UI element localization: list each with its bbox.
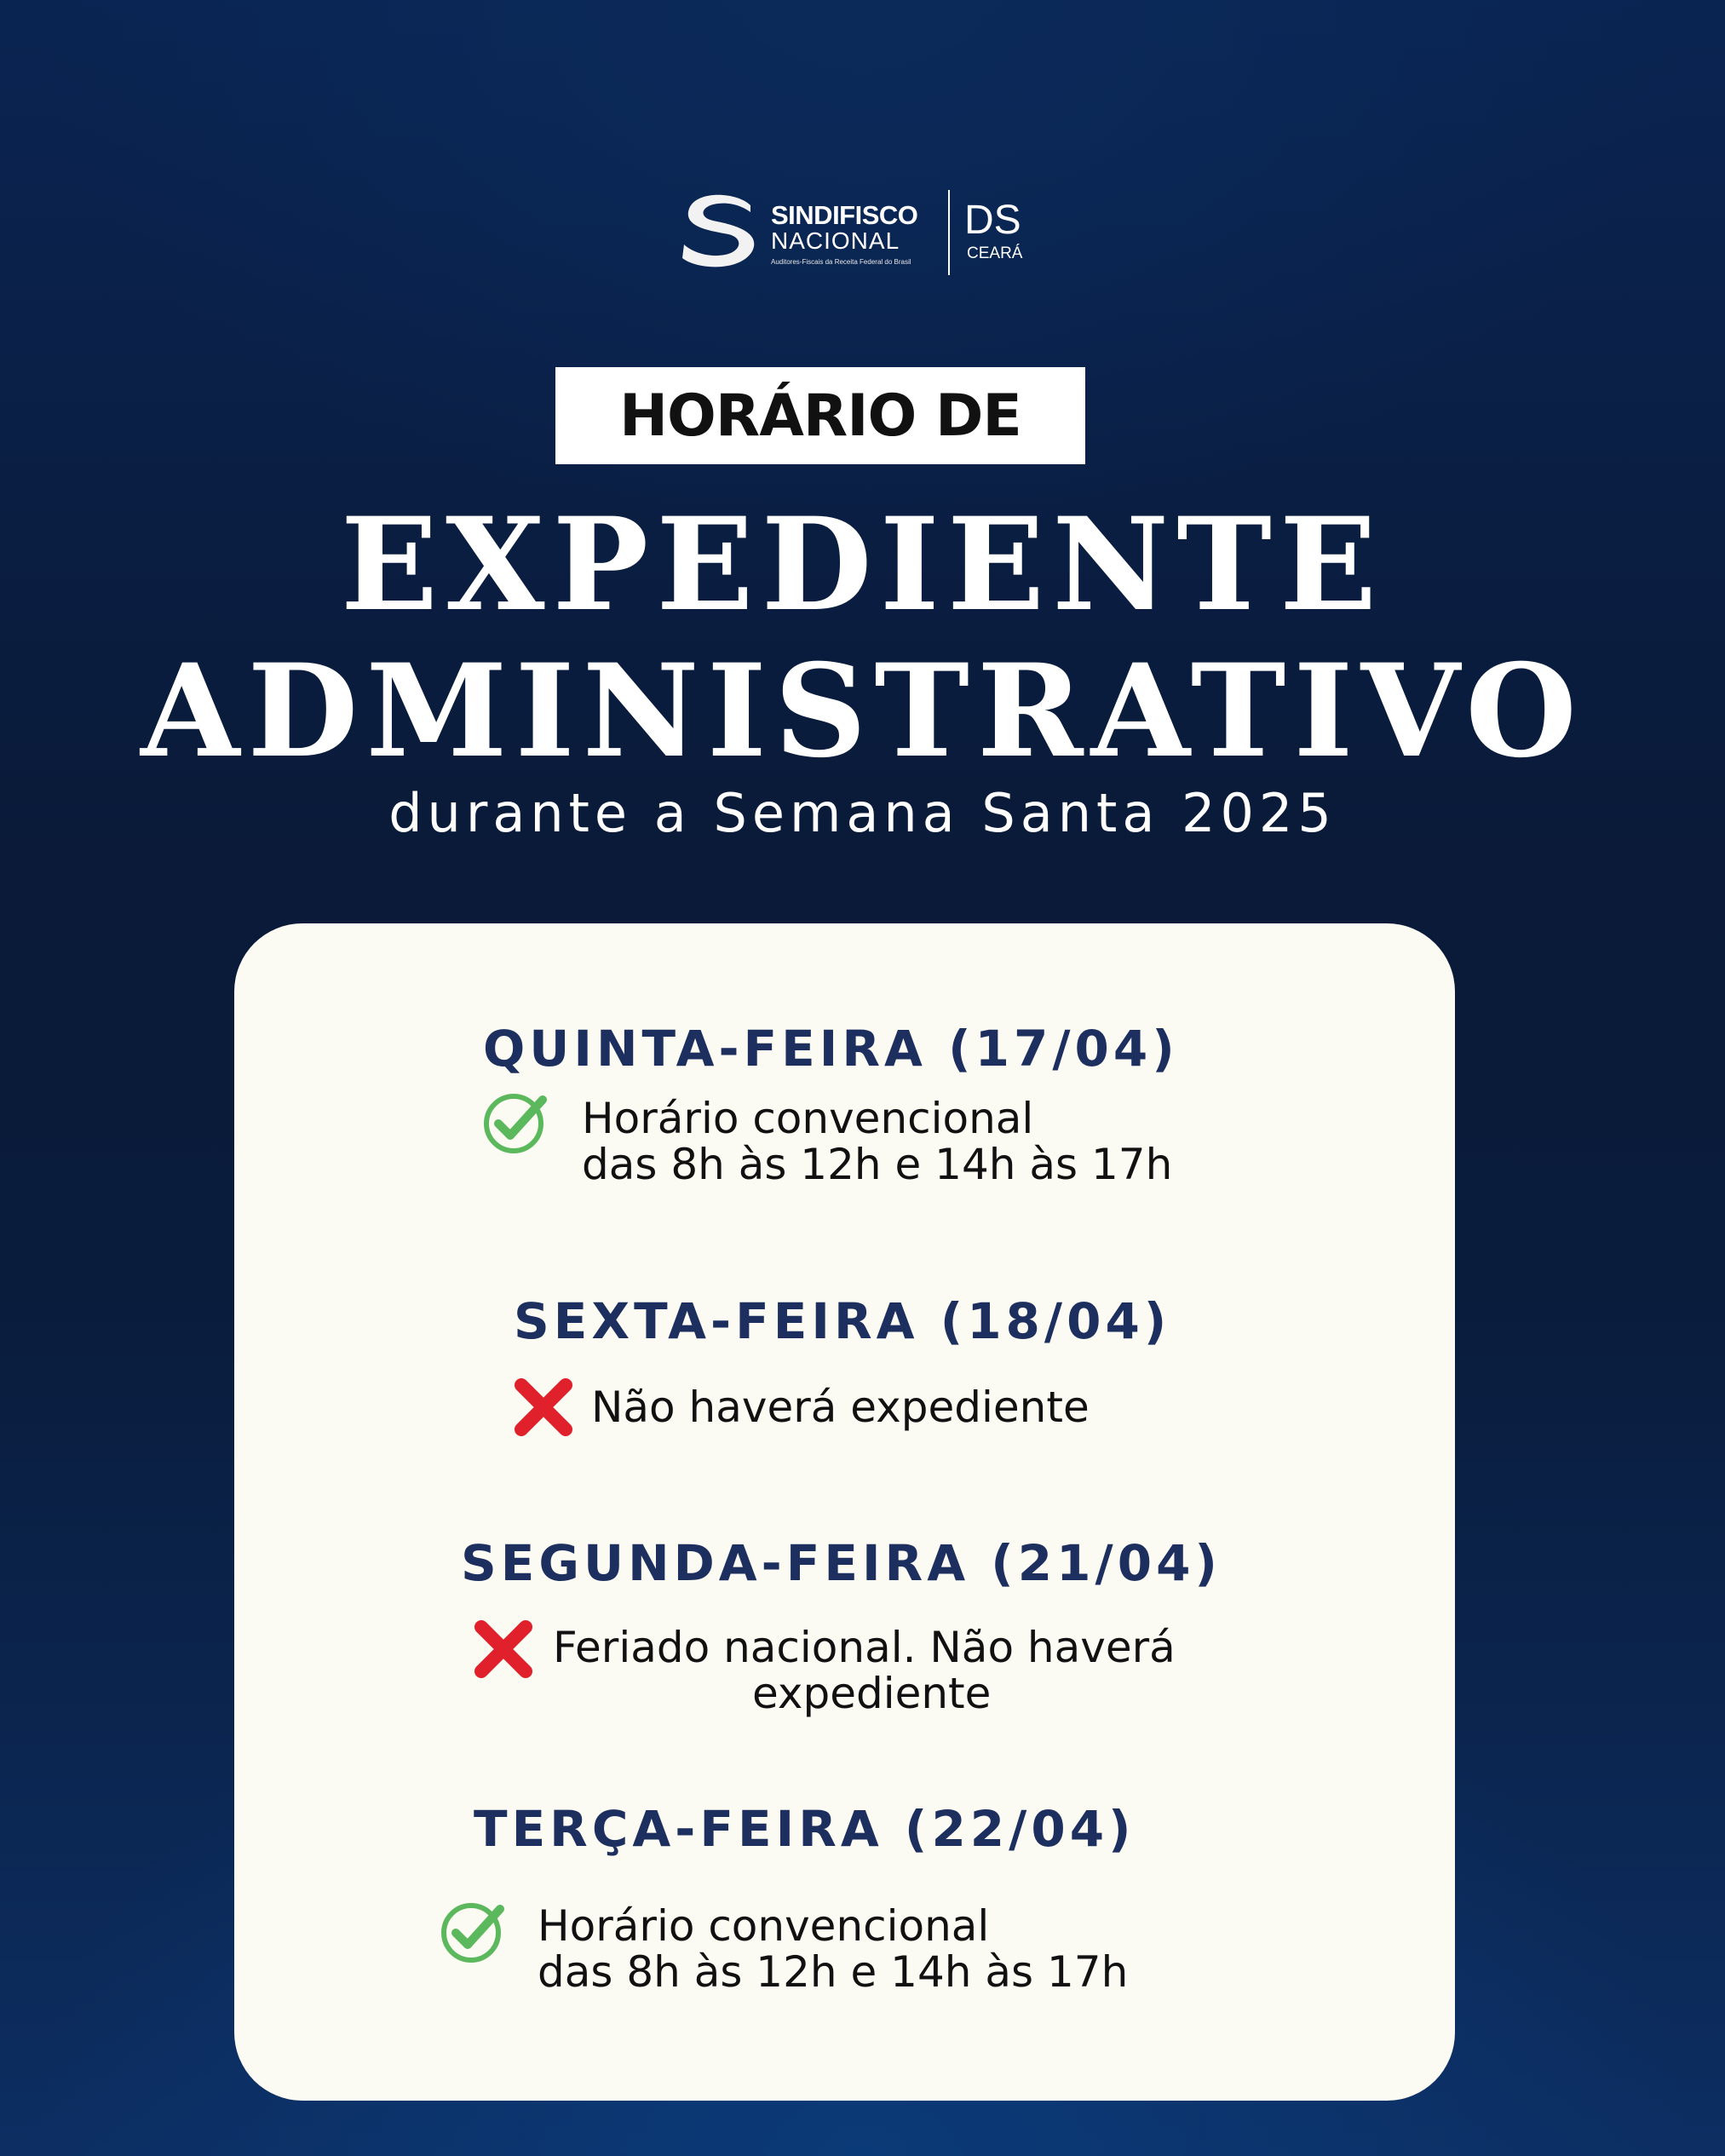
thursday-line1: Horário convencional: [582, 1094, 1034, 1143]
monday-line1: Feriado nacional. Não haverá: [553, 1623, 1176, 1672]
headline-line1: EXPEDIENTE: [340, 490, 1385, 640]
sindifisco-s-logo-icon: [677, 187, 762, 272]
check-circle-icon: [481, 1088, 549, 1156]
logo-tagline: Auditores-Fiscais da Receita Federal do Brasil: [771, 258, 911, 266]
logo-name-line1: SINDIFISCO: [771, 200, 918, 230]
check-circle-icon: [439, 1897, 507, 1965]
subtitle: durante a Semana Santa 2025: [388, 782, 1337, 844]
schedule-card: [234, 923, 1455, 2101]
day-heading-friday: SEXTA-FEIRA (18/04): [514, 1292, 1171, 1350]
logo-unit: DS: [964, 198, 1021, 243]
cross-icon: [513, 1377, 574, 1438]
headline-line2: ADMINISTRATIVO: [141, 636, 1584, 786]
day-heading-tuesday: TERÇA-FEIRA (22/04): [474, 1800, 1136, 1858]
monday-line2: expediente: [752, 1669, 992, 1718]
friday-line1: Não haverá expediente: [591, 1383, 1090, 1432]
sindifisco-logo: [677, 183, 1035, 281]
day-heading-monday: SEGUNDA-FEIRA (21/04): [461, 1534, 1222, 1592]
thursday-line2: das 8h às 12h e 14h às 17h: [582, 1140, 1173, 1189]
tuesday-line1: Horário convencional: [538, 1901, 990, 1951]
logo-unit-region: CEARÁ: [967, 244, 1023, 262]
cross-icon: [473, 1618, 534, 1680]
tuesday-line2: das 8h às 12h e 14h às 17h: [538, 1947, 1129, 1997]
title-boxed-text: HORÁRIO DE: [619, 382, 1021, 450]
day-heading-thursday: QUINTA-FEIRA (17/04): [483, 1020, 1179, 1078]
logo-name-line2: NACIONAL: [771, 227, 900, 254]
logo-divider: [948, 190, 950, 275]
title-boxed-label: [555, 367, 1085, 464]
